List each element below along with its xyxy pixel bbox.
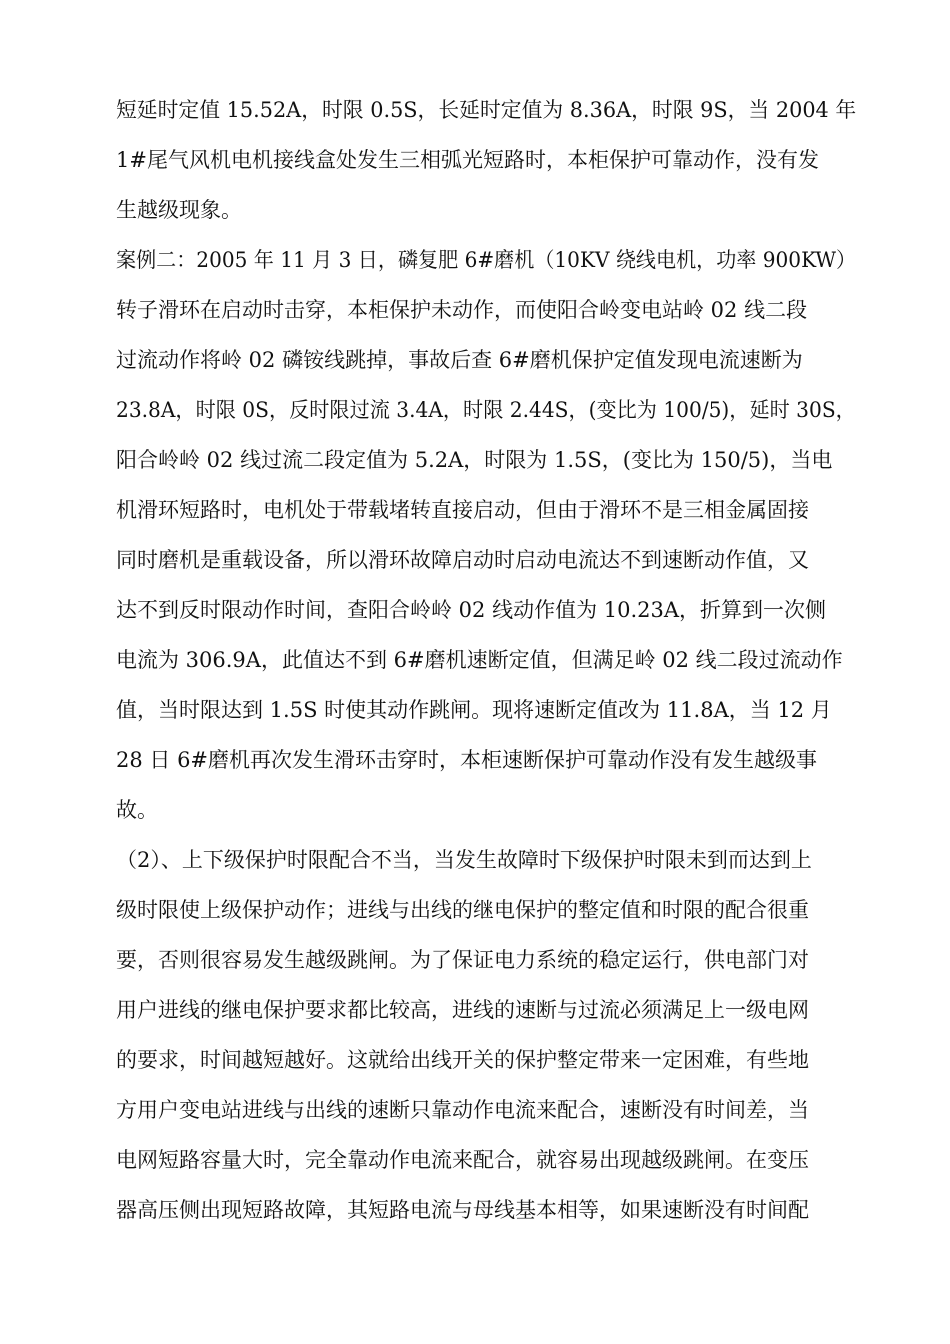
text-line: 阳合岭岭 02 线过流二段定值为 5.2A，时限为 1.5S，(变比为 150/5)，当电 — [116, 448, 833, 472]
text-line: 方用户变电站进线与出线的速断只靠动作电流来配合，速断没有时间差，当 — [116, 1098, 809, 1122]
text-line: 过流动作将岭 02 磷铵线跳掉，事故后查 6#磨机保护定值发现电流速断为 — [116, 348, 803, 372]
text-line: 达不到反时限动作时间，查阳合岭岭 02 线动作值为 10.23A，折算到一次侧 — [116, 598, 827, 622]
text-line: 级时限使上级保护动作；进线与出线的继电保护的整定值和时限的配合很重 — [116, 898, 809, 922]
text-line: 案例二：2005 年 11 月 3 日，磷复肥 6#磨机（10KV 绕线电机，功率 900KW） — [116, 248, 857, 272]
text-line: 用户进线的继电保护要求都比较高，进线的速断与过流必须满足上一级电网 — [116, 998, 809, 1022]
text-line: 短延时定值 15.52A，时限 0.5S，长延时定值为 8.36A，时限 9S，当 2004 年 — [116, 98, 857, 122]
text-line: 值，当时限达到 1.5S 时使其动作跳闸。现将速断定值改为 11.8A，当 12 月 — [116, 698, 832, 722]
text-line: 23.8A，时限 0S，反时限过流 3.4A，时限 2.44S，(变比为 100/5)，延时 30S， — [116, 398, 856, 422]
text-line: 机滑环短路时，电机处于带载堵转直接启动，但由于滑环不是三相金属固接 — [116, 498, 809, 522]
text-line: 1#尾气风机电机接线盒处发生三相弧光短路时，本柜保护可靠动作，没有发 — [116, 148, 819, 172]
text-line: 的要求，时间越短越好。这就给出线开关的保护整定带来一定困难，有些地 — [116, 1048, 809, 1072]
text-line: 故。 — [116, 798, 158, 822]
text-line: 同时磨机是重载设备，所以滑环故障启动时启动电流达不到速断动作值，又 — [116, 548, 809, 572]
text-line: 电网短路容量大时，完全靠动作电流来配合，就容易出现越级跳闸。在变压 — [116, 1148, 809, 1172]
text-line: 器高压侧出现短路故障，其短路电流与母线基本相等，如果速断没有时间配 — [116, 1198, 809, 1222]
text-line: 28 日 6#磨机再次发生滑环击穿时，本柜速断保护可靠动作没有发生越级事 — [116, 748, 818, 772]
text-line: 生越级现象。 — [116, 198, 242, 222]
text-line: （2）、上下级保护时限配合不当，当发生故障时下级保护时限未到而达到上 — [116, 848, 812, 872]
text-line: 要，否则很容易发生越级跳闸。为了保证电力系统的稳定运行，供电部门对 — [116, 948, 809, 972]
text-line: 转子滑环在启动时击穿，本柜保护未动作，而使阳合岭变电站岭 02 线二段 — [116, 298, 808, 322]
text-line: 电流为 306.9A，此值达不到 6#磨机速断定值，但满足岭 02 线二段过流动作 — [116, 648, 843, 672]
